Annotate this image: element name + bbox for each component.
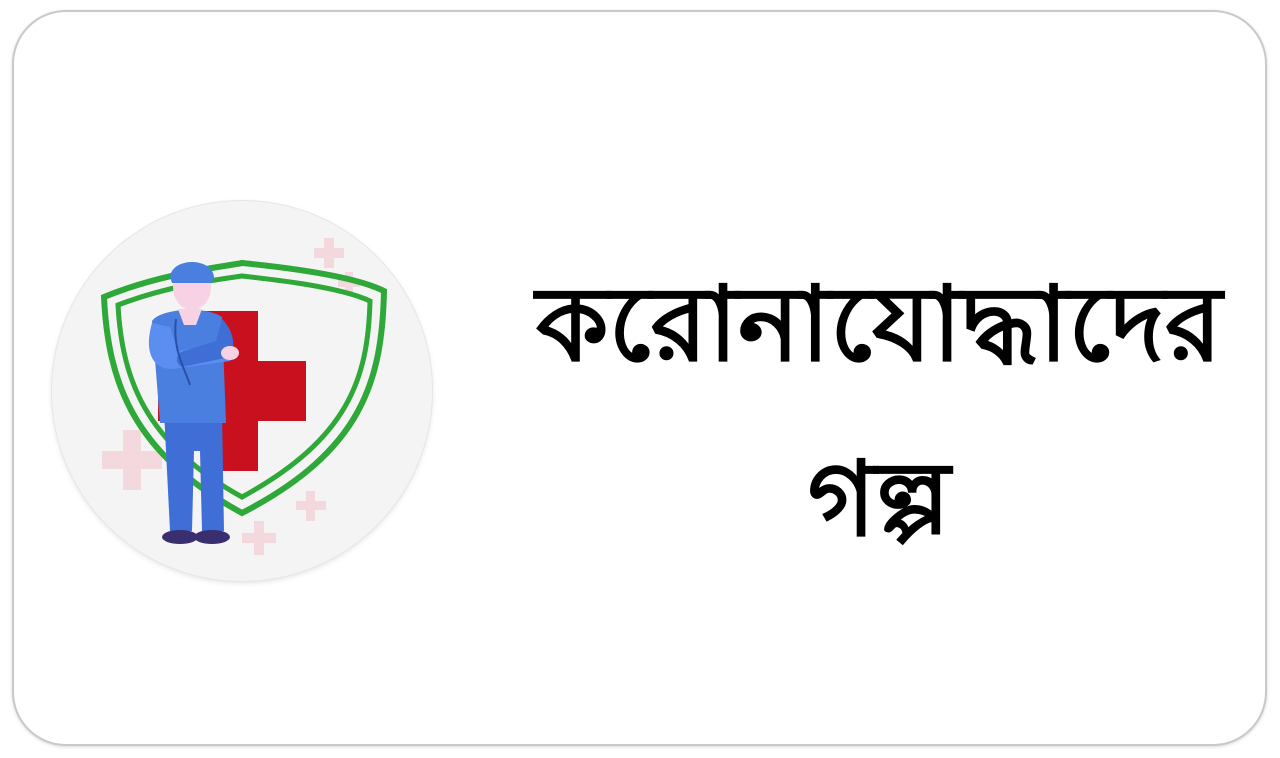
doctor-shield-icon bbox=[52, 201, 432, 581]
page-title bbox=[484, 237, 1274, 587]
title-line-2: গল্প bbox=[807, 438, 951, 560]
title-line-1: করোনাযোদ্ধাদের bbox=[535, 263, 1223, 385]
banner-card bbox=[12, 10, 1267, 746]
logo-badge bbox=[52, 201, 432, 581]
